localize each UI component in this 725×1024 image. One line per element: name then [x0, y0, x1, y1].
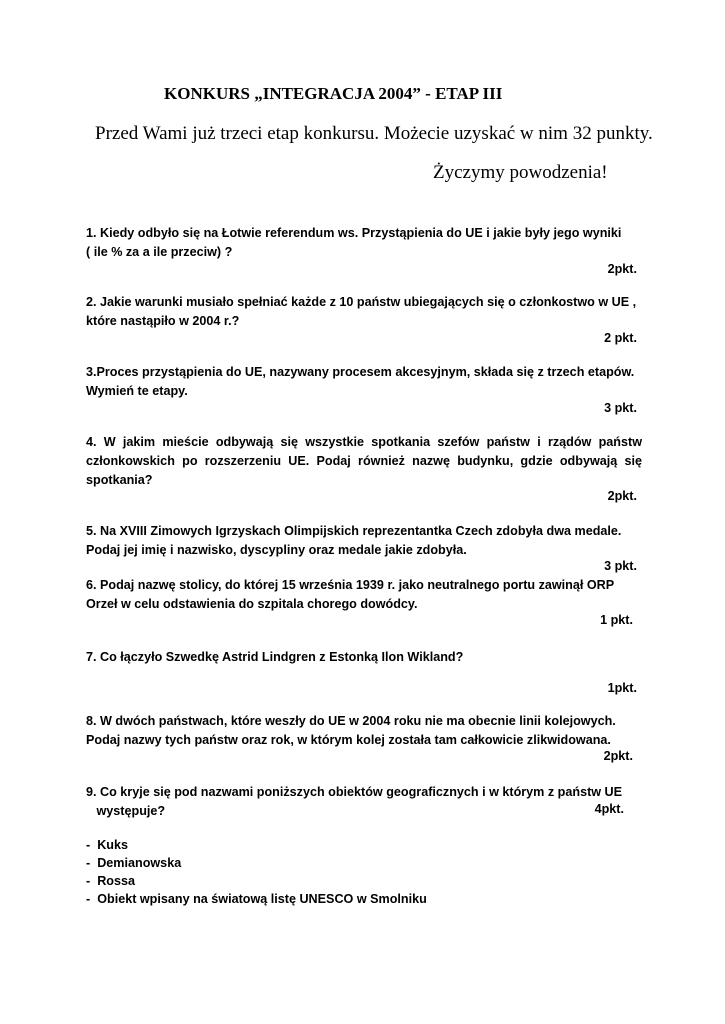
question-line: ( ile % za a ile przeciw) ? — [86, 245, 233, 259]
question-line: 9. Co kryje się pod nazwami poniższych obiektów geograficznych i w którym z państw UE — [86, 785, 623, 799]
question-4-points: 2pkt. — [607, 489, 637, 503]
question-2-points: 2 pkt. — [604, 331, 637, 345]
question-8 — [86, 712, 642, 750]
question-4 — [86, 433, 642, 490]
question-line: 7. Co łączyło Szwedkę Astrid Lindgren z Estonką Ilon Wikland? — [86, 650, 464, 664]
question-line: 6. Podaj nazwę stolicy, do której 15 września 1939 r. jako neutralnego portu zawinął ORP — [86, 578, 615, 592]
question-7-points: 1pkt. — [607, 681, 637, 695]
question-8-points: 2pkt. — [603, 749, 633, 763]
question-line: członkowskich po rozszerzeniu UE. Podaj również nazwę budynku, gdzie odbywają się — [86, 454, 642, 468]
question-9 — [86, 783, 642, 821]
question-3-points: 3 pkt. — [604, 401, 637, 415]
question-line: Podaj jej imię i nazwisko, dyscypliny oraz medale jakie zdobyła. — [86, 543, 467, 557]
question-line: Orzeł w celu odstawienia do szpitala chorego dowódcy. — [86, 597, 418, 611]
intro-text: Przed Wami już trzeci etap konkursu. Możecie uzyskać w nim 32 punkty. — [95, 123, 653, 144]
question-5-points: 3 pkt. — [604, 559, 637, 573]
question-line: 1. Kiedy odbyło się na Łotwie referendum ws. Przystąpienia do UE i jakie były jego wyniki — [86, 226, 622, 240]
list-item: - Obiekt wpisany na światową listę UNESCO w Smolniku — [86, 890, 427, 908]
question-5 — [86, 522, 642, 560]
question-line: Wymień te etapy. — [86, 384, 188, 398]
question-line: 5. Na XVIII Zimowych Igrzyskach Olimpijskich reprezentantka Czech zdobyła dwa medale. — [86, 524, 622, 538]
question-line: 3.Proces przystąpienia do UE, nazywany procesem akcesyjnym, składa się z trzech etapów. — [86, 365, 635, 379]
question-line: spotkania? — [86, 473, 153, 487]
question-line: 4. W jakim mieście odbywają się wszystkie spotkania szefów państw i rządów państw — [86, 435, 642, 449]
page-title: KONKURS „INTEGRACJA 2004” - ETAP III — [164, 84, 503, 103]
list-item: - Kuks — [86, 836, 427, 854]
question-line: 2. Jakie warunki musiało spełniać każde z 10 państw ubiegających się o członkostwo w UE , — [86, 295, 637, 309]
question-line: 8. W dwóch państwach, które weszły do UE w 2004 roku nie ma obecnie linii kolejowych. — [86, 714, 616, 728]
question-3 — [86, 363, 642, 401]
question-9-points: 4pkt. — [594, 802, 624, 816]
question-line: Podaj nazwy tych państw oraz rok, w którym kolej została tam całkowicie zlikwidowana. — [86, 733, 611, 747]
question-line: które nastąpiło w 2004 r.? — [86, 314, 240, 328]
question-1-points: 2pkt. — [607, 262, 637, 276]
question-line: występuje? — [86, 804, 166, 818]
question-2 — [86, 293, 642, 331]
list-item: - Demianowska — [86, 854, 427, 872]
question-6 — [86, 576, 642, 614]
geographic-objects-list — [86, 836, 427, 908]
question-7 — [86, 648, 642, 667]
question-1 — [86, 224, 642, 262]
list-item: - Rossa — [86, 872, 427, 890]
question-6-points: 1 pkt. — [600, 613, 633, 627]
good-luck-text: Życzymy powodzenia! — [433, 162, 608, 183]
